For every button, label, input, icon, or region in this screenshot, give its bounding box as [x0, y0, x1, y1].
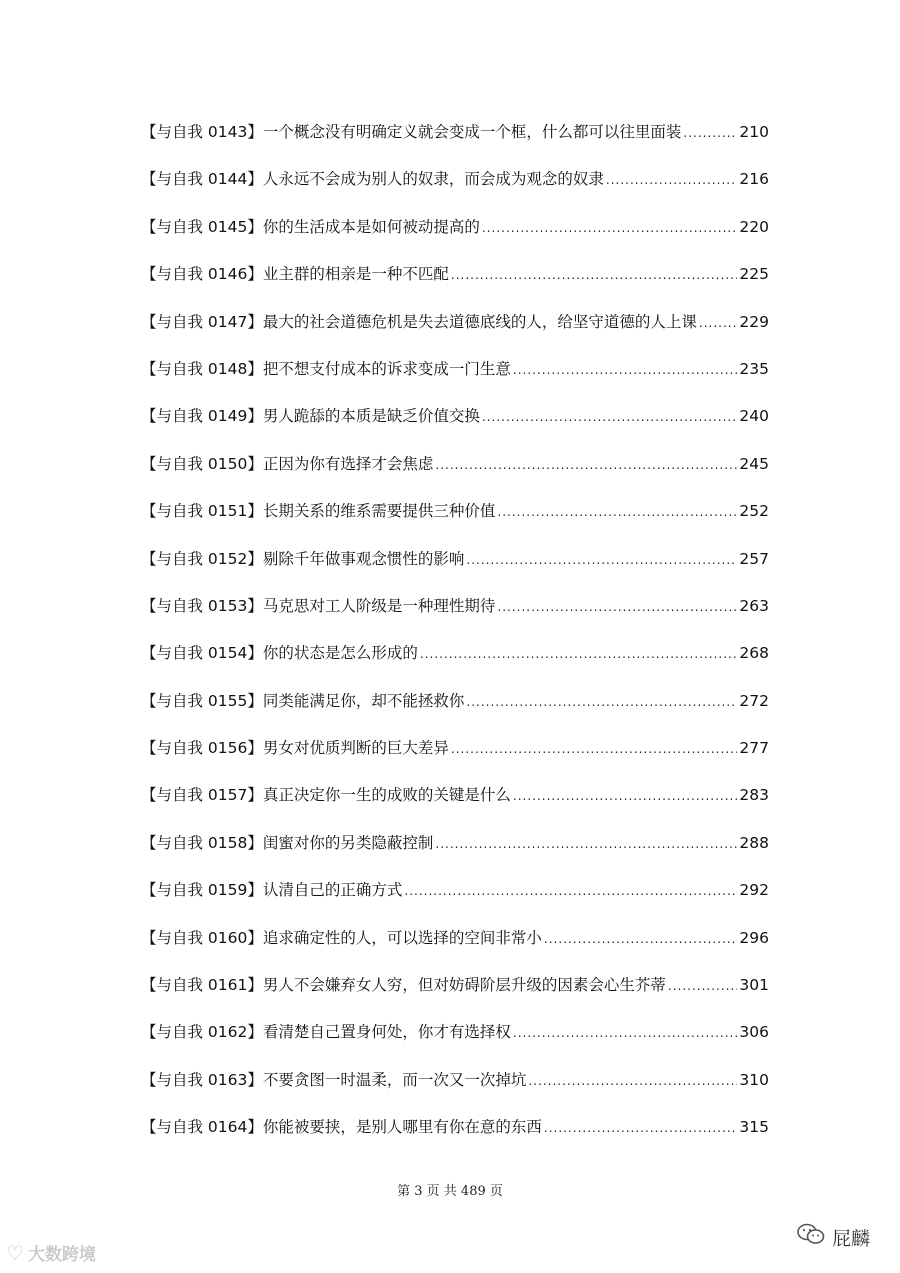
entry-page-number: 310 [739, 1070, 769, 1089]
entry-tag: 【与自我 0151】 [141, 502, 263, 521]
toc-entry [141, 355, 769, 402]
entry-tag: 【与自我 0155】 [141, 691, 263, 710]
entry-page-number: 315 [739, 1118, 769, 1137]
entry-page-number: 210 [739, 123, 769, 141]
toc-entry [141, 781, 769, 828]
heart-swirl-icon: ♡ [6, 1240, 24, 1265]
entry-tag: 【与自我 0163】 [141, 1070, 263, 1089]
toc-entry [141, 545, 769, 592]
entry-tag: 【与自我 0157】 [141, 786, 263, 805]
toc-entry [141, 260, 769, 307]
entry-title: 剔除千年做事观念惯性的影响 [262, 549, 465, 568]
toc-entry [141, 971, 769, 1018]
entry-page-number: 296 [739, 928, 769, 947]
entry-page-number: 283 [739, 786, 769, 805]
dot-leader [435, 830, 737, 858]
entry-title: 你的状态是怎么形成的 [262, 644, 418, 663]
entry-title: 追求确定性的人，可以选择的空间非常小 [262, 928, 542, 947]
toc-entry [141, 592, 769, 639]
entry-page-number: 245 [739, 454, 769, 473]
entry-page-number: 301 [739, 976, 769, 995]
dot-leader [513, 1019, 738, 1047]
toc-entry [141, 876, 769, 923]
dot-leader [482, 403, 738, 431]
entry-tag: 【与自我 0162】 [141, 1023, 263, 1042]
entry-page-number: 216 [739, 170, 769, 189]
toc-entry [141, 734, 769, 781]
dot-leader [606, 166, 738, 194]
toc-entry [141, 1113, 769, 1160]
entry-title: 最大的社会道德危机是失去道德底线的人，给坚守道德的人上课 [262, 312, 697, 331]
entry-title: 闺蜜对你的另类隐蔽控制 [262, 833, 434, 852]
entry-title: 不要贪图一时温柔，而一次又一次掉坑 [262, 1070, 527, 1089]
dot-leader [435, 451, 737, 479]
entry-page-number: 240 [739, 407, 769, 426]
toc-entry [141, 118, 769, 165]
dot-leader [482, 214, 738, 242]
watermark-right [796, 1222, 870, 1252]
entry-tag: 【与自我 0150】 [141, 454, 263, 473]
toc-entry [141, 402, 769, 449]
watermark-left-text: 大数跨境 [27, 1245, 96, 1265]
entry-title: 男人跪舔的本质是缺乏价值交换 [262, 407, 480, 426]
entry-title: 你的生活成本是如何被动提高的 [262, 217, 480, 236]
entry-title: 一个概念没有明确定义就会变成一个框，什么都可以往里面装 [262, 123, 682, 141]
entry-tag: 【与自我 0152】 [141, 549, 263, 568]
entry-title: 认清自己的正确方式 [262, 881, 403, 900]
watermark-right-text: 屁麟 [831, 1227, 870, 1250]
entry-title: 长期关系的维系需要提供三种价值 [262, 502, 496, 521]
toc-entry [141, 497, 769, 544]
dot-leader [528, 1067, 737, 1095]
entry-page-number: 229 [739, 312, 769, 331]
dot-leader [466, 546, 737, 574]
entry-tag: 【与自我 0146】 [141, 265, 263, 284]
entry-title: 正因为你有选择才会焦虑 [262, 454, 434, 473]
toc-entry [141, 213, 769, 260]
toc-entry [141, 450, 769, 497]
entry-tag: 【与自我 0153】 [141, 596, 263, 615]
dot-leader [497, 498, 737, 526]
entry-title: 看清楚自己置身何处，你才有选择权 [262, 1023, 511, 1042]
entry-tag: 【与自我 0161】 [141, 976, 263, 995]
dot-leader [497, 593, 737, 621]
entry-page-number: 235 [739, 359, 769, 378]
entry-page-number: 277 [739, 739, 769, 758]
entry-title: 业主群的相亲是一种不匹配 [262, 265, 449, 284]
entry-page-number: 252 [739, 502, 769, 521]
entry-page-number: 268 [739, 644, 769, 663]
table-of-contents [141, 118, 769, 1161]
entry-page-number: 288 [739, 833, 769, 852]
dot-leader [513, 782, 738, 810]
entry-page-number: 306 [739, 1023, 769, 1042]
entry-title: 马克思对工人阶级是一种理性期待 [262, 596, 496, 615]
entry-tag: 【与自我 0143】 [141, 123, 263, 141]
entry-page-number: 272 [739, 691, 769, 710]
entry-tag: 【与自我 0147】 [141, 312, 263, 331]
wechat-icon [796, 1222, 826, 1252]
dot-leader [668, 972, 738, 1000]
entry-page-number: 220 [739, 217, 769, 236]
entry-page-number: 225 [739, 265, 769, 284]
entry-title: 你能被要挟，是别人哪里有你在意的东西 [262, 1118, 542, 1137]
entry-tag: 【与自我 0159】 [141, 881, 263, 900]
toc-entry [141, 165, 769, 212]
entry-title: 男人不会嫌弃女人穷，但对妨碍阶层升级的因素会心生芥蒂 [262, 976, 666, 995]
entry-tag: 【与自我 0148】 [141, 359, 263, 378]
entry-page-number: 292 [739, 881, 769, 900]
entry-title: 真正决定你一生的成败的关键是什么 [262, 786, 511, 805]
entry-tag: 【与自我 0154】 [141, 644, 263, 663]
dot-leader [451, 261, 738, 289]
entry-title: 把不想支付成本的诉求变成一门生意 [262, 359, 511, 378]
entry-title: 人永远不会成为别人的奴隶，而会成为观念的奴隶 [262, 170, 604, 189]
entry-tag: 【与自我 0144】 [141, 170, 263, 189]
toc-entry [141, 308, 769, 355]
toc-entry [141, 639, 769, 686]
toc-entry [141, 829, 769, 876]
entry-title: 男女对优质判断的巨大差异 [262, 739, 449, 758]
dot-leader [544, 1114, 738, 1142]
page-footer: 第 3 页 共 489 页 [397, 1184, 503, 1199]
toc-entry [141, 1066, 769, 1113]
entry-title: 同类能满足你，却不能拯救你 [262, 691, 465, 710]
entry-tag: 【与自我 0149】 [141, 407, 263, 426]
entry-tag: 【与自我 0145】 [141, 217, 263, 236]
dot-leader [451, 735, 738, 763]
dot-leader [699, 309, 738, 337]
watermark-left [6, 1240, 96, 1265]
entry-tag: 【与自我 0160】 [141, 928, 263, 947]
toc-entry [141, 1018, 769, 1065]
toc-entry [141, 924, 769, 971]
entry-page-number: 257 [739, 549, 769, 568]
entry-page-number: 263 [739, 596, 769, 615]
dot-leader [420, 640, 738, 668]
dot-leader [404, 877, 737, 905]
dot-leader [466, 688, 737, 716]
dot-leader [513, 356, 738, 384]
toc-entry [141, 687, 769, 734]
entry-tag: 【与自我 0158】 [141, 833, 263, 852]
entry-tag: 【与自我 0156】 [141, 739, 263, 758]
dot-leader [544, 925, 738, 953]
dot-leader [683, 119, 737, 147]
entry-tag: 【与自我 0164】 [141, 1118, 263, 1137]
